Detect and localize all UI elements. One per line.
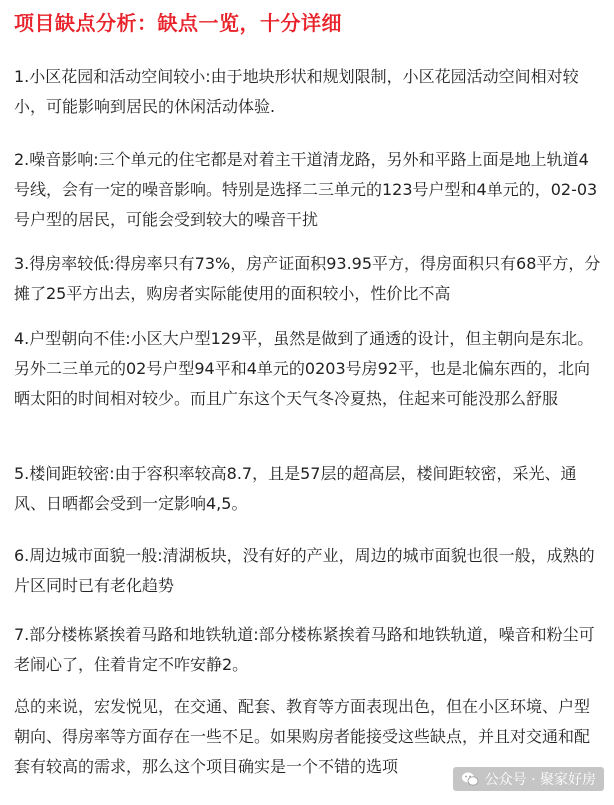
- paragraph-summary: 总的来说，宏发悦见，在交通、配套、教育等方面表现出色，但在小区环境、户型朝向、得房率等方面存在一些不足。如果购房者能接受这些缺点，并且对交通和配套有较高的需求，那么这个项目确实是一个不错的选项: [14, 697, 591, 776]
- paragraph-6: 6.周边城市面貌一般:清湖板块，没有好的产业，周边的城市面貌也很一般，成熟的片区同时已有老化趋势: [14, 546, 595, 595]
- paragraph-4: 4.户型朝向不佳:小区大户型129平，虽然是做到了通透的设计，但主朝向是东北。另外二三单元的02号户型94平和4单元的0203号房92平，也是北偏东西的，北向晒太阳的时间相对较少。而且广东这个天气冬冷夏热，住起来可能没那么舒服: [14, 329, 594, 408]
- watermark: [453, 767, 604, 791]
- paragraph-5: 5.楼间距较密:由于容积率较高8.7，且是57层的超高层，楼间距较密，采光、通风、日晒都会受到一定影响4,5。: [14, 464, 577, 513]
- article: [14, 6, 604, 776]
- paragraph-3: 3.得房率较低:得房率只有73%，房产证面积93.95平方，得房面积只有68平方，分摊了25平方出去，购房者实际能使用的面积较小，性价比不高: [14, 254, 601, 303]
- watermark-text: 公众号 · 聚家好房: [484, 772, 596, 788]
- paragraph-2: 2.噪音影响:三个单元的住宅都是对着主干道清龙路，另外和平路上面是地上轨道4号线，会有一定的噪音影响。特别是选择二三单元的123号户型和4单元的，02-03号户型的居民，可能会受到较大的噪音干扰: [14, 150, 598, 229]
- paragraph-7: 7.部分楼栋紧挨着马路和地铁轨道:部分楼栋紧挨着马路和地铁轨道，噪音和粉尘可老闹心了，住着肯定不咋安静2。: [14, 625, 595, 674]
- article-title: 项目缺点分析：缺点一览，十分详细: [14, 11, 342, 35]
- wechat-icon: [461, 770, 479, 788]
- paragraph-1: 1.小区花园和活动空间较小:由于地块形状和规划限制，小区花园活动空间相对较小，可能影响到居民的休闲活动体验.: [14, 67, 579, 116]
